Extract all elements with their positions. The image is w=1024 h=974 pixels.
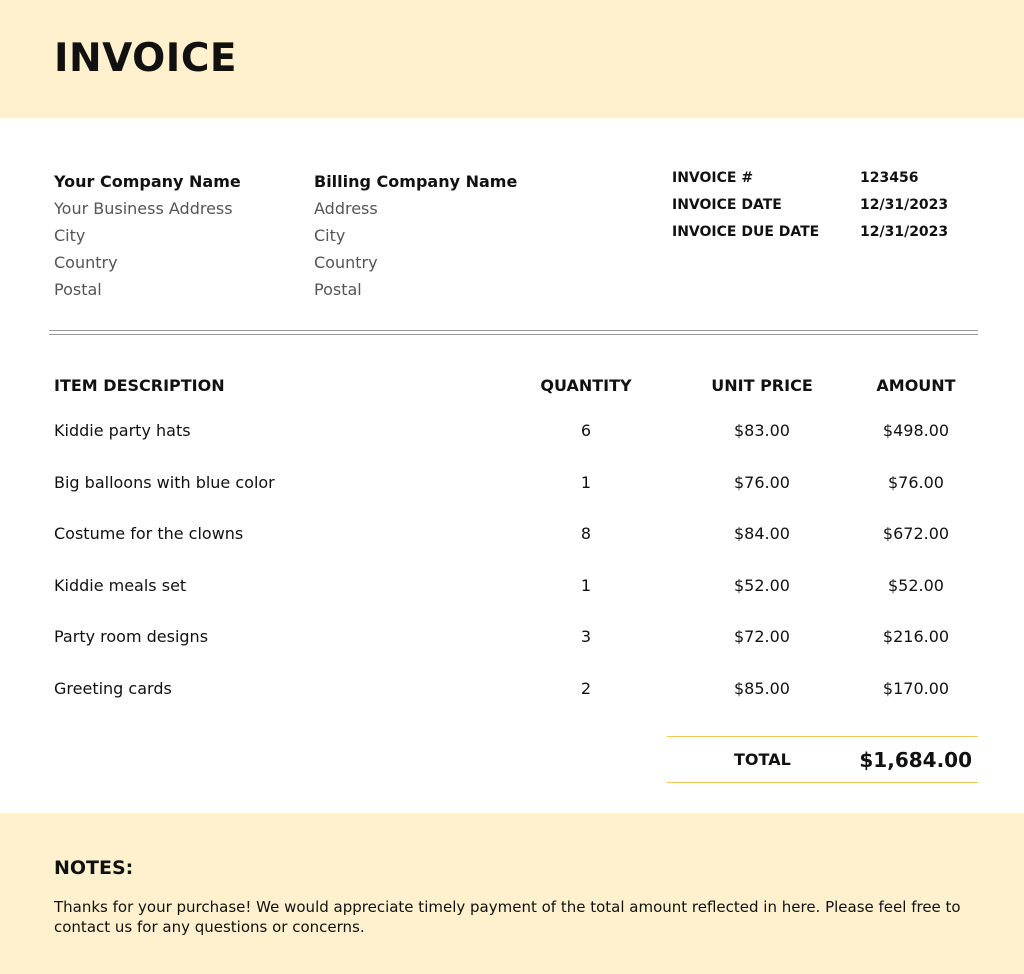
section-divider — [49, 330, 978, 335]
table-row — [54, 473, 984, 525]
notes-section — [0, 813, 1024, 974]
item-quantity: 3 — [580, 627, 592, 646]
header-quantity: QUANTITY — [540, 376, 632, 395]
notes-text: Thanks for your purchase! We would appreciate timely payment of the total amount reflected in here. Please feel free to contact us for any questions or concerns. — [54, 898, 961, 936]
sender-address-line: Your Business Address — [54, 199, 233, 218]
table-row — [54, 679, 984, 731]
invoice-due-date-row — [672, 222, 982, 249]
header-unit-price: UNIT PRICE — [711, 376, 813, 395]
item-description: Costume for the clowns — [54, 524, 244, 543]
items-table-header — [54, 376, 984, 400]
item-amount: $672.00 — [882, 524, 950, 543]
invoice-date-value: 12/31/2023 — [860, 197, 949, 213]
item-unit-price: $85.00 — [734, 678, 790, 698]
notes-title: NOTES: — [54, 857, 134, 879]
billing-company-name: Billing Company Name — [314, 172, 518, 191]
item-unit-price: $84.00 — [734, 524, 790, 543]
sender-country: Country — [54, 253, 118, 272]
table-row — [54, 524, 984, 576]
invoice-meta — [672, 168, 982, 249]
item-quantity: 8 — [580, 524, 592, 543]
header-band — [0, 0, 1024, 118]
item-quantity: 1 — [580, 472, 592, 492]
item-description: Greeting cards — [54, 678, 172, 698]
item-description: Big balloons with blue color — [54, 472, 275, 492]
sender-city: City — [54, 226, 86, 245]
total-summary — [667, 736, 978, 783]
sender-postal: Postal — [54, 280, 102, 299]
billing-address-line: Address — [314, 199, 378, 218]
table-row — [54, 576, 984, 628]
billing-address — [314, 168, 564, 303]
invoice-number-row — [672, 168, 982, 195]
billing-postal: Postal — [314, 280, 362, 299]
item-quantity: 1 — [580, 575, 592, 595]
table-row — [54, 421, 984, 473]
invoice-due-date-label: INVOICE DUE DATE — [672, 224, 820, 240]
item-quantity: 2 — [580, 678, 592, 698]
invoice-number-label: INVOICE # — [672, 170, 754, 186]
table-row — [54, 627, 984, 679]
item-unit-price: $83.00 — [734, 421, 790, 440]
item-description: Kiddie meals set — [54, 575, 187, 595]
item-description: Party room designs — [54, 627, 209, 646]
invoice-due-date-value: 12/31/2023 — [860, 224, 949, 240]
item-quantity: 6 — [580, 421, 592, 440]
item-amount: $498.00 — [882, 421, 950, 440]
item-unit-price: $72.00 — [734, 627, 790, 646]
item-amount: $170.00 — [882, 678, 950, 698]
item-amount: $216.00 — [882, 627, 950, 646]
sender-address — [54, 168, 304, 303]
total-amount: $1,684.00 — [859, 748, 972, 772]
header-item-description: ITEM DESCRIPTION — [54, 376, 225, 395]
item-description: Kiddie party hats — [54, 421, 191, 440]
item-unit-price: $76.00 — [734, 472, 790, 492]
total-label: TOTAL — [734, 750, 791, 769]
header-amount: AMOUNT — [876, 376, 956, 395]
invoice-title: INVOICE — [54, 36, 238, 81]
billing-country: Country — [314, 253, 378, 272]
item-amount: $52.00 — [888, 575, 944, 595]
items-table-body — [54, 421, 984, 730]
item-amount: $76.00 — [888, 472, 944, 492]
billing-city: City — [314, 226, 346, 245]
item-unit-price: $52.00 — [734, 575, 790, 595]
invoice-date-row — [672, 195, 982, 222]
sender-company-name: Your Company Name — [54, 172, 241, 191]
invoice-date-label: INVOICE DATE — [672, 197, 782, 213]
invoice-number-value: 123456 — [860, 170, 919, 186]
